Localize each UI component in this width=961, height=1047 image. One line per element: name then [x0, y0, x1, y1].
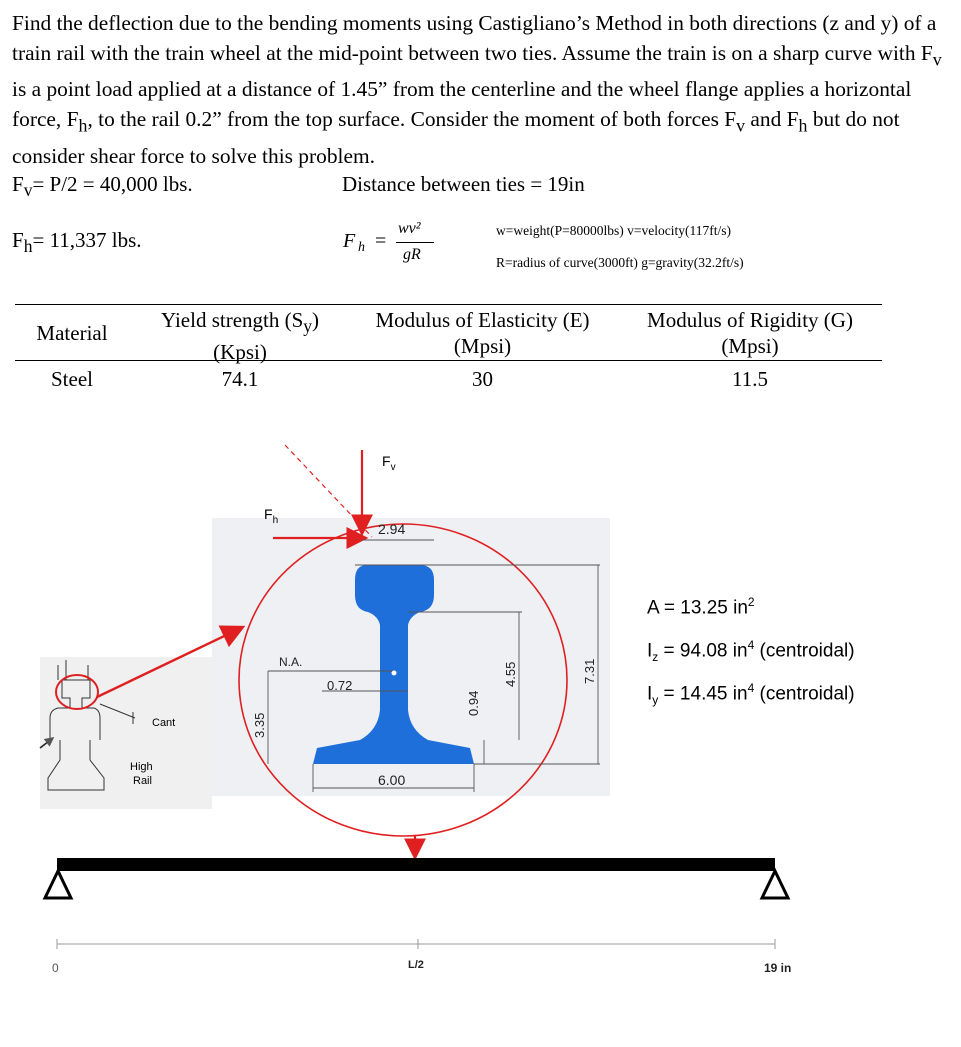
table-header-yield — [140, 307, 340, 365]
fv-symbol: F — [12, 172, 24, 196]
modulus-e-label: Modulus of Elasticity (E) — [375, 308, 590, 332]
problem-statement — [12, 8, 947, 171]
right-support — [762, 871, 788, 898]
iy-property — [647, 681, 855, 707]
table-header-modulus-e — [355, 307, 610, 359]
problem-text-3: , to the rail 0.2” from the top surface. Consider the moment of both forces F — [87, 107, 737, 132]
area-text: A = 13.25 in — [647, 597, 748, 619]
dim-455: 4.55 — [503, 661, 518, 687]
fv-given — [12, 172, 193, 201]
dim-base-width: 6.00 — [378, 772, 406, 788]
cant-label: Cant — [152, 717, 176, 729]
iz-sub: z — [652, 650, 659, 665]
subscript-h: h — [798, 115, 808, 136]
modulus-g-label: Modulus of Rigidity (G) — [647, 308, 853, 332]
dim-web: 0.72 — [327, 678, 353, 693]
iy-sub: y — [652, 693, 659, 708]
fraction-bar — [396, 242, 434, 243]
fh-given — [12, 228, 142, 257]
area-sup: 2 — [747, 595, 755, 609]
yield-line-1 — [140, 307, 340, 339]
axis-label-mid: L/2 — [408, 959, 424, 971]
axis-label-right: 19 in — [764, 961, 792, 975]
ties-given: Distance between ties = 19in — [342, 172, 585, 196]
iz-value: = 94.08 in — [658, 640, 748, 662]
iz-property — [647, 638, 855, 664]
fh-symbol: F — [12, 228, 24, 252]
formula-eq: = — [375, 230, 387, 252]
fv-subscript: v — [23, 180, 33, 201]
problem-text-1: Find the deflection due to the bending moments using Castigliano’s Method in both directions (z and y) of a train rail with the train wheel at the mid-point between two ties. Assume the train is on a sharp curve with F — [12, 11, 937, 65]
formula-denominator: gR — [403, 246, 421, 263]
iy-sup: 4 — [747, 681, 755, 695]
rail-diagram — [0, 430, 961, 1047]
subscript-v: v — [932, 49, 942, 70]
subscript-v: v — [736, 115, 746, 136]
beam — [57, 858, 775, 871]
table-header-modulus-g — [625, 307, 875, 359]
dim-094: 0.94 — [466, 690, 481, 716]
fh-subscript: h — [23, 236, 33, 257]
axis-label-left: 0 — [52, 961, 59, 975]
iy-value: = 14.45 in — [658, 683, 748, 705]
iz-symbol: I — [647, 640, 653, 662]
neutral-axis-label: N.A. — [279, 655, 303, 669]
table-header-material: Material — [36, 321, 108, 345]
formula-sub: h — [358, 240, 365, 255]
iy-symbol: I — [647, 683, 653, 705]
left-support — [45, 871, 71, 898]
iz-note: (centroidal) — [754, 640, 855, 662]
subscript-h: h — [78, 115, 88, 136]
yield-sub: y — [303, 316, 313, 337]
formula-lhs: F — [343, 230, 356, 252]
fh-value: = 11,337 lbs. — [32, 228, 142, 252]
table-cell-modulus-e: 30 — [472, 367, 493, 391]
problem-text-4: and F — [745, 107, 799, 132]
dim-top-width: 2.94 — [378, 521, 406, 537]
area-property — [647, 595, 755, 619]
dim-335: 3.35 — [252, 712, 267, 738]
fv-value: = P/2 = 40,000 lbs. — [32, 172, 193, 196]
fv-label: $F_v$ — [382, 453, 396, 473]
table-cell-yield: 74.1 — [221, 367, 259, 391]
problem-text-5: but do not consider shear force to solve this problem. — [12, 107, 900, 168]
formula-note-1: w=weight(P=80000lbs) v=velocity(117ft/s) — [496, 223, 731, 238]
iz-sup: 4 — [747, 638, 755, 652]
table-top-rule — [15, 304, 882, 305]
high-rail-label-2: Rail — [133, 775, 152, 787]
modulus-g-unit: (Mpsi) — [721, 334, 779, 358]
iy-note: (centroidal) — [754, 683, 855, 705]
yield-unit: (Kpsi) — [213, 340, 267, 365]
yield-close: ) — [312, 308, 320, 332]
fh-label: $F_h$ — [264, 506, 279, 526]
formula-note-2: R=radius of curve(3000ft) g=gravity(32.2ft/s) — [496, 255, 744, 270]
yield-text: Yield strength (S — [160, 308, 304, 332]
high-rail-label-1: High — [130, 761, 153, 773]
table-cell-material: Steel — [51, 367, 93, 391]
table-cell-modulus-g: 11.5 — [732, 367, 768, 391]
modulus-e-unit: (Mpsi) — [453, 334, 512, 358]
problem-text-2: is a point load applied at a distance of 1.45” from the centerline and the wheel flange applies a horizontal force, F — [12, 77, 912, 132]
centroid-marker — [392, 671, 397, 676]
formula-numerator: wv² — [398, 220, 421, 237]
dim-731: 7.31 — [582, 658, 597, 684]
